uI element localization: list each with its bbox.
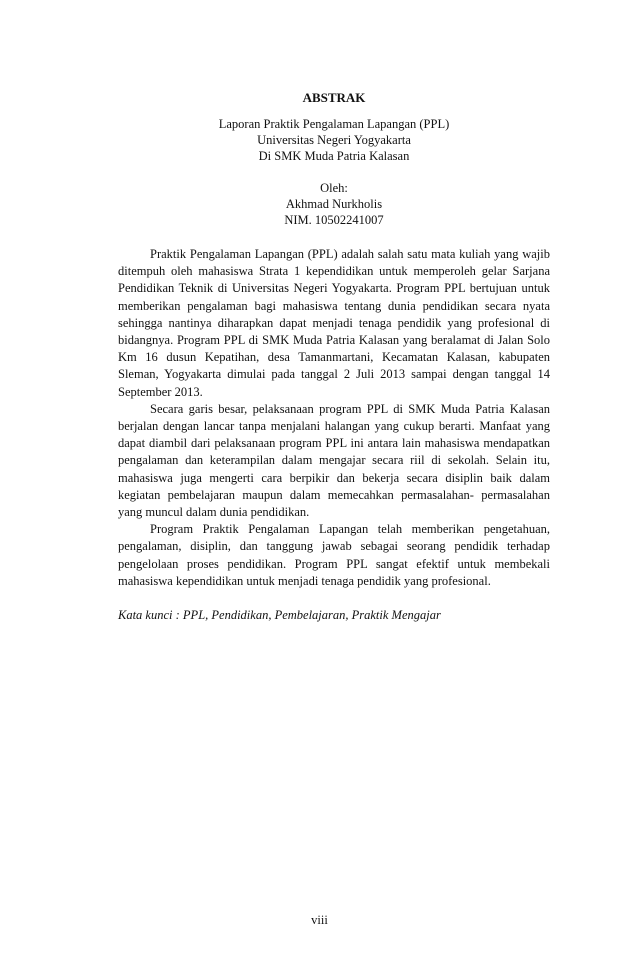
page-number: viii — [311, 913, 328, 927]
author-by-label: Oleh: — [320, 181, 348, 195]
report-header — [118, 116, 550, 164]
student-id: NIM. 10502241007 — [284, 213, 384, 227]
abstract-paragraph-1: Praktik Pengalaman Lapangan (PPL) adalah salah satu mata kuliah yang wajib ditempuh oleh mahasiswa Strata 1 kependidikan untuk memperoleh gelar Sarjana Pendidikan Teknik di Universitas Negeri Yogyakarta. Program PPL bertujuan untuk memberikan pengalaman bagi mahasiswa tentang dunia pendidikan secara nyata sehingga nantinya diharapkan dapat menjadi tenaga pendidik yang profesional di bidangnya. Program PPL di SMK Muda Patria Kalasan yang beralamat di Jalan Solo Km 16 dusun Kepatihan, desa Tamanmartani, Kecamatan Kalasan, kabupaten Sleman, Yogyakarta dimulai pada tanggal 2 Juli 2013 sampai dengan tanggal 14 September 2013. — [118, 247, 550, 399]
school-line: Di SMK Muda Patria Kalasan — [258, 149, 410, 163]
abstract-paragraph-2: Secara garis besar, pelaksanaan program PPL di SMK Muda Patria Kalasan berjalan dengan lancar tanpa menjalani halangan yang cukup berarti. Manfaat yang dapat diambil dari pelaksanaan program PPL ini antara lain mahasiswa mendapatkan pengalaman dan keterampilan dalam mengajar secara riil di sekolah. Selain itu, mahasiswa juga mengerti cara berpikir dan bekerja secara disiplin baik dalam kegiatan pembelajaran maupun dalam memecahkan permasalahan- permasalahan yang muncul dalam dunia pendidikan. — [118, 401, 550, 520]
author-block — [118, 180, 550, 228]
author-name: Akhmad Nurkholis — [285, 197, 383, 211]
abstract-title: ABSTRAK — [302, 90, 366, 105]
university-line: Universitas Negeri Yogyakarta — [257, 133, 411, 147]
keywords: Kata kunci : PPL, Pendidikan, Pembelajaran, Praktik Mengajar — [118, 608, 441, 623]
report-title-line: Laporan Praktik Pengalaman Lapangan (PPL) — [218, 117, 450, 131]
abstract-paragraph-3: Program Praktik Pengalaman Lapangan telah memberikan pengetahuan, pengalaman, disiplin, dan tanggung jawab sebagai seorang pendidik terhadap pengelolaan proses pendidikan. Program PPL sangat efektif untuk membekali mahasiswa kependidikan untuk menjadi tenaga pendidik yang profesional. — [118, 522, 550, 588]
abstract-body — [118, 246, 550, 590]
document-page — [118, 90, 550, 623]
